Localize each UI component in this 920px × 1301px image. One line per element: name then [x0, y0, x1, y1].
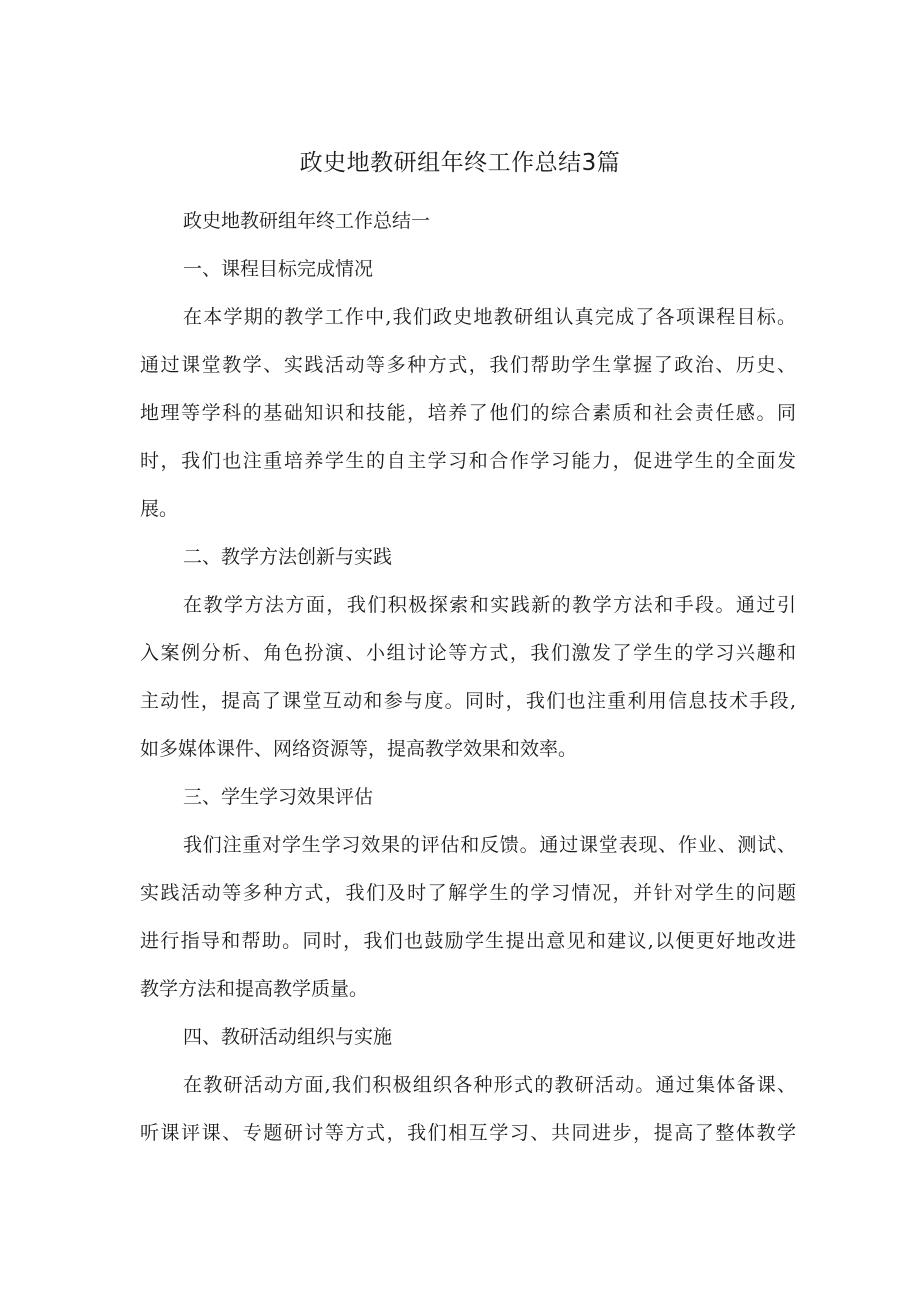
- paragraph-line: 入案例分析、角色扮演、小组讨论等方式，我们激发了学生的学习兴趣和: [140, 642, 796, 664]
- paragraph-line: 听课评课、专题研讨等方式，我们相互学习、共同进步，提高了整体教学: [140, 1122, 796, 1144]
- paragraph-line: 教学方法和提高教学质量。: [140, 978, 369, 1000]
- paragraph-line: 进行指导和帮助。同时，我们也鼓励学生提出意见和建议,以便更好地改进: [140, 930, 796, 952]
- document-title: 政史地教研组年终工作总结3篇: [299, 150, 621, 176]
- paragraph-line: 在教研活动方面,我们积极组织各种形式的教研活动。通过集体备课、: [183, 1074, 796, 1096]
- paragraph-line: 在教学方法方面，我们积极探索和实践新的教学方法和手段。通过引: [183, 594, 796, 616]
- paragraph-line: 地理等学科的基础知识和技能，培养了他们的综合素质和社会责任感。同: [140, 402, 796, 424]
- paragraph-line: 通过课堂教学、实践活动等多种方式，我们帮助学生掌握了政治、历史、: [140, 354, 796, 376]
- paragraph-line: 实践活动等多种方式，我们及时了解学生的学习情况，并针对学生的问题: [140, 882, 796, 904]
- paragraph-line: 展。: [140, 498, 179, 520]
- paragraph-line: 在本学期的教学工作中,我们政史地教研组认真完成了各项课程目标。: [183, 306, 796, 328]
- section-heading: 二、教学方法创新与实践: [183, 546, 393, 568]
- paragraph-line: 时，我们也注重培养学生的自主学习和合作学习能力，促进学生的全面发: [140, 450, 796, 472]
- document-subtitle: 政史地教研组年终工作总结一: [183, 210, 431, 232]
- paragraph-line: 如多媒体课件、网络资源等，提高教学效果和效率。: [140, 738, 578, 760]
- section-heading: 一、课程目标完成情况: [183, 258, 374, 280]
- section-heading: 四、教研活动组织与实施: [183, 1026, 393, 1048]
- paragraph-line: 主动性，提高了课堂互动和参与度。同时，我们也注重利用信息技术手段,: [140, 690, 796, 712]
- paragraph-line: 我们注重对学生学习效果的评估和反馈。通过课堂表现、作业、测试、: [183, 834, 796, 856]
- section-heading: 三、学生学习效果评估: [183, 786, 374, 808]
- document-body: [140, 197, 796, 1157]
